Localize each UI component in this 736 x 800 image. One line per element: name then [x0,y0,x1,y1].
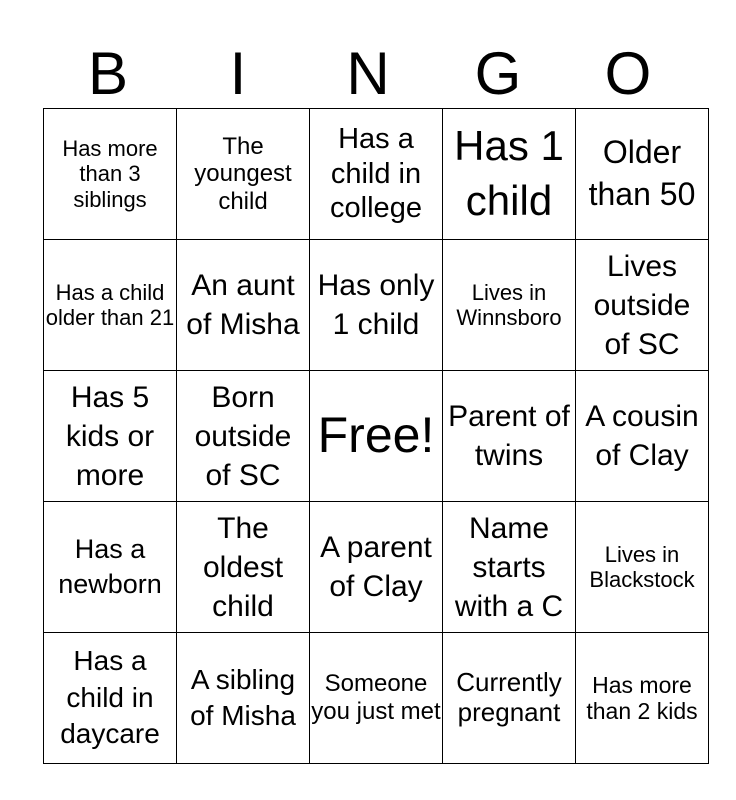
bingo-cell-n5[interactable]: Someone you just met [310,633,443,764]
bingo-header [43,40,693,108]
bingo-cell-i4[interactable]: The oldest child [177,502,310,633]
bingo-cell-g5[interactable]: Currently pregnant [443,633,576,764]
bingo-cell-o1[interactable]: Older than 50 [576,109,709,240]
board-row-1 [44,109,709,240]
header-letter-b: B [87,40,129,107]
bingo-cell-n1[interactable]: Has a child in college [310,109,443,240]
bingo-cell-b2[interactable]: Has a child older than 21 [44,240,177,371]
board-row-4 [44,502,709,633]
board-row-5 [44,633,709,764]
board-row-2 [44,240,709,371]
bingo-cell-free[interactable]: Free! [310,371,443,502]
bingo-cell-b3[interactable]: Has 5 kids or more [44,371,177,502]
bingo-cell-o3[interactable]: A cousin of Clay [576,371,709,502]
bingo-cell-o2[interactable]: Lives outside of SC [576,240,709,371]
bingo-cell-b1[interactable]: Has more than 3 siblings [44,109,177,240]
bingo-cell-o5[interactable]: Has more than 2 kids [576,633,709,764]
bingo-cell-g3[interactable]: Parent of twins [443,371,576,502]
board-row-3 [44,371,709,502]
bingo-cell-g2[interactable]: Lives in Winnsboro [443,240,576,371]
header-letter-i: I [229,40,247,107]
bingo-cell-i1[interactable]: The youngest child [177,109,310,240]
bingo-cell-b4[interactable]: Has a newborn [44,502,177,633]
bingo-cell-i3[interactable]: Born outside of SC [177,371,310,502]
bingo-cell-g4[interactable]: Name starts with a C [443,502,576,633]
header-letter-n: N [346,40,390,107]
bingo-cell-o4[interactable]: Lives in Blackstock [576,502,709,633]
header-letter-o: O [604,40,652,107]
bingo-cell-i2[interactable]: An aunt of Misha [177,240,310,371]
bingo-board [43,108,709,764]
bingo-cell-n2[interactable]: Has only 1 child [310,240,443,371]
bingo-cell-n4[interactable]: A parent of Clay [310,502,443,633]
bingo-cell-b5[interactable]: Has a child in daycare [44,633,177,764]
bingo-cell-i5[interactable]: A sibling of Misha [177,633,310,764]
bingo-cell-g1[interactable]: Has 1 child [443,109,576,240]
header-letter-g: G [474,40,522,107]
